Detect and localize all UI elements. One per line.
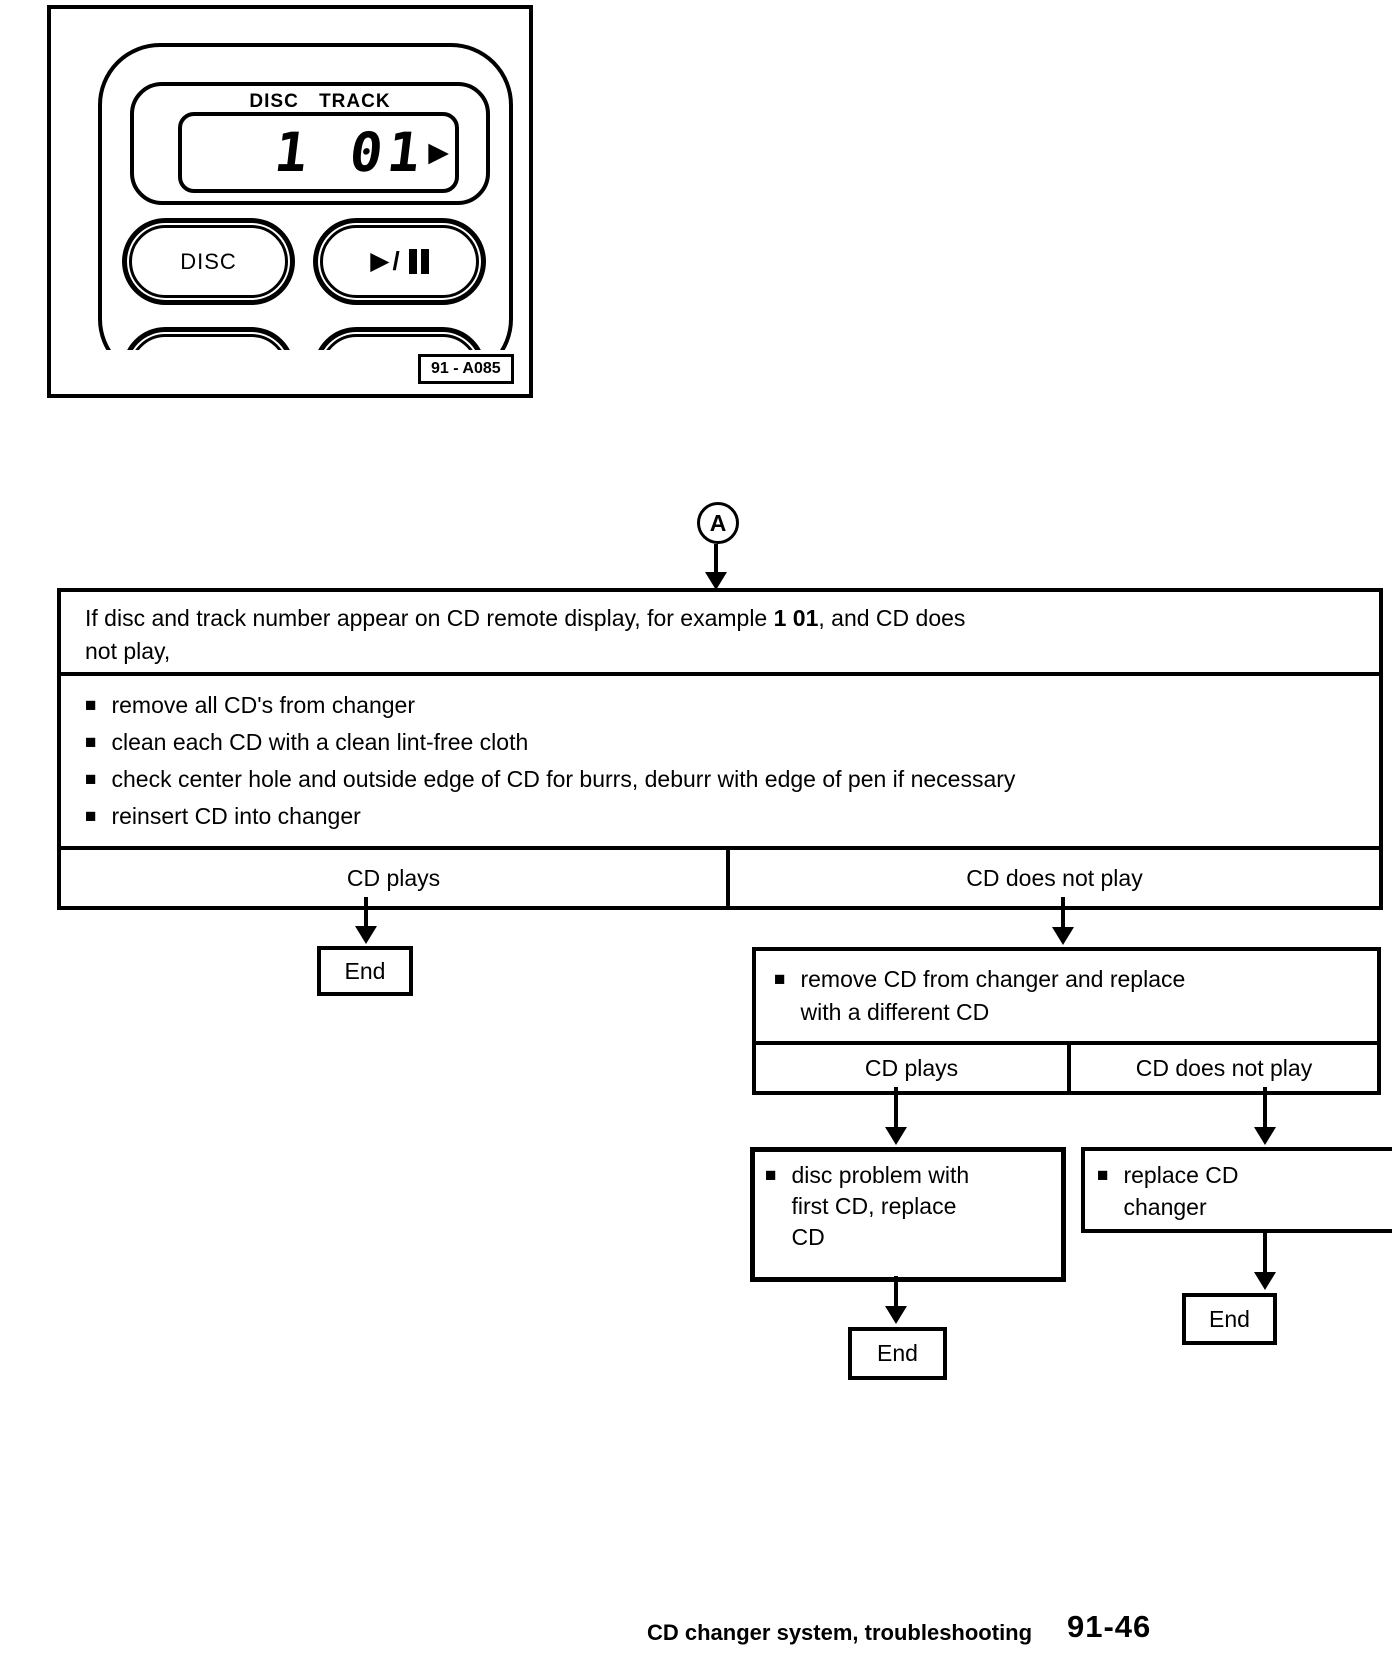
decision-row-2 — [756, 1041, 1377, 1091]
play-pause-button — [313, 218, 486, 305]
remote-illustration-frame — [47, 5, 533, 398]
condition-statement — [61, 592, 1379, 672]
action4-line2: changer — [1123, 1194, 1207, 1220]
arrow-decision2-left — [894, 1087, 898, 1127]
play-indicator-icon: ▶ — [428, 137, 449, 167]
action3-line2: first CD, replace — [791, 1193, 957, 1219]
pause-icon — [405, 249, 429, 274]
statement-example-bold: 1 01 — [773, 605, 819, 631]
action2-line2: with a different CD — [800, 999, 990, 1025]
connector-a-label: A — [709, 509, 727, 536]
decision1-cd-does-not-play — [730, 850, 1379, 906]
action-checklist — [61, 672, 1379, 846]
decision2-cd-does-not-play — [1071, 1045, 1377, 1091]
decision2-right-label: CD does not play — [1135, 1054, 1313, 1081]
arrowhead-box3-end — [885, 1306, 907, 1324]
action-replace-changer-box — [1081, 1147, 1392, 1233]
action2-line1: remove CD from changer and replace — [800, 966, 1186, 992]
partial-button-left-face — [129, 334, 288, 350]
pause-bar — [409, 249, 417, 274]
arrowhead-box4-end — [1254, 1272, 1276, 1290]
bullet-square-icon: ■ — [85, 769, 97, 790]
play-pause-button-face — [320, 225, 479, 298]
action4-line1: replace CD — [1123, 1162, 1239, 1188]
end-box-3 — [1182, 1293, 1277, 1345]
arrow-box3-end — [894, 1276, 898, 1306]
disc-button — [122, 218, 295, 305]
footer-section-title: CD changer system, troubleshooting — [647, 1620, 1033, 1645]
end-box-2 — [848, 1327, 947, 1380]
bullet-square-icon: ■ — [85, 806, 97, 827]
arrowhead-decision2-left — [885, 1127, 907, 1145]
arrow-decision2-right — [1263, 1087, 1267, 1127]
disc-button-face — [129, 225, 288, 298]
list-item — [85, 762, 1355, 799]
figure-code-label: 91 - A085 — [418, 354, 514, 384]
end-box-1 — [317, 946, 413, 996]
bullet-square-icon: ■ — [85, 732, 97, 753]
lcd-disc-track-value: 1 01 — [271, 120, 430, 184]
end-label: End — [877, 1340, 918, 1366]
arrow-decision1-left — [364, 897, 368, 927]
action-replace-cd-text — [756, 951, 1377, 1041]
play-icon: ▶ — [370, 247, 390, 275]
disc-button-label: DISC — [180, 248, 237, 274]
arrow-box4-end — [1263, 1232, 1267, 1272]
action3-lines — [791, 1160, 969, 1253]
list-item — [85, 799, 1355, 836]
action-replace-cd-box — [752, 947, 1381, 1095]
decision1-left-label: CD plays — [346, 864, 441, 891]
lcd-display — [178, 112, 459, 193]
list-item-text: check center hole and outside edge of CD for burrs, deburr with edge of pen if necessary — [111, 766, 1016, 792]
statement-part1: If disc and track number appear on CD remote display, for example — [85, 605, 774, 631]
action4-lines — [1123, 1159, 1238, 1223]
partial-button-right — [313, 327, 486, 350]
bullet-square-icon: ■ — [765, 1165, 777, 1186]
decision1-cd-plays — [61, 850, 730, 906]
decision1-right-label: CD does not play — [966, 864, 1143, 891]
partial-button-right-face — [320, 334, 479, 350]
action3-line1: disc problem with — [791, 1162, 970, 1188]
remote-drawing-area — [51, 9, 529, 350]
statement-line2: not play, — [85, 638, 171, 664]
decision-row-1 — [61, 846, 1379, 906]
condition-box — [57, 588, 1383, 910]
decision2-left-label: CD plays — [864, 1054, 959, 1081]
action2-lines — [800, 963, 1185, 1029]
disc-track-label: DISC TRACK — [249, 91, 391, 112]
list-item — [85, 725, 1355, 762]
action3-line3: CD — [791, 1224, 825, 1250]
end-label: End — [344, 957, 386, 984]
bullet-square-icon: ■ — [85, 695, 97, 716]
pause-bar — [421, 249, 429, 274]
list-item-text: remove all CD's from changer — [111, 692, 415, 718]
decision2-cd-plays — [756, 1045, 1071, 1091]
bullet-square-icon: ■ — [1097, 1165, 1109, 1186]
footer-page-number: 91-46 — [1067, 1609, 1152, 1644]
action-disc-problem-box — [750, 1147, 1066, 1282]
arrowhead-decision1-left — [355, 926, 377, 944]
arrow-decision1-right — [1061, 897, 1065, 927]
play-pause-glyph — [370, 246, 428, 277]
list-item-text: reinsert CD into changer — [111, 803, 361, 829]
statement-part2: , and CD does — [818, 605, 966, 631]
arrowhead-decision2-right — [1254, 1127, 1276, 1145]
arrowhead-decision1-right — [1052, 927, 1074, 945]
connector-a — [697, 502, 739, 544]
list-item-text: clean each CD with a clean lint-free cloth — [111, 729, 529, 755]
list-item — [85, 688, 1355, 725]
end-label: End — [1209, 1305, 1250, 1332]
arrow-a-to-box1 — [714, 544, 718, 574]
bullet-square-icon: ■ — [774, 969, 786, 990]
slash-glyph: / — [392, 246, 400, 276]
partial-button-left — [122, 327, 295, 350]
remote-display-module — [130, 82, 490, 205]
